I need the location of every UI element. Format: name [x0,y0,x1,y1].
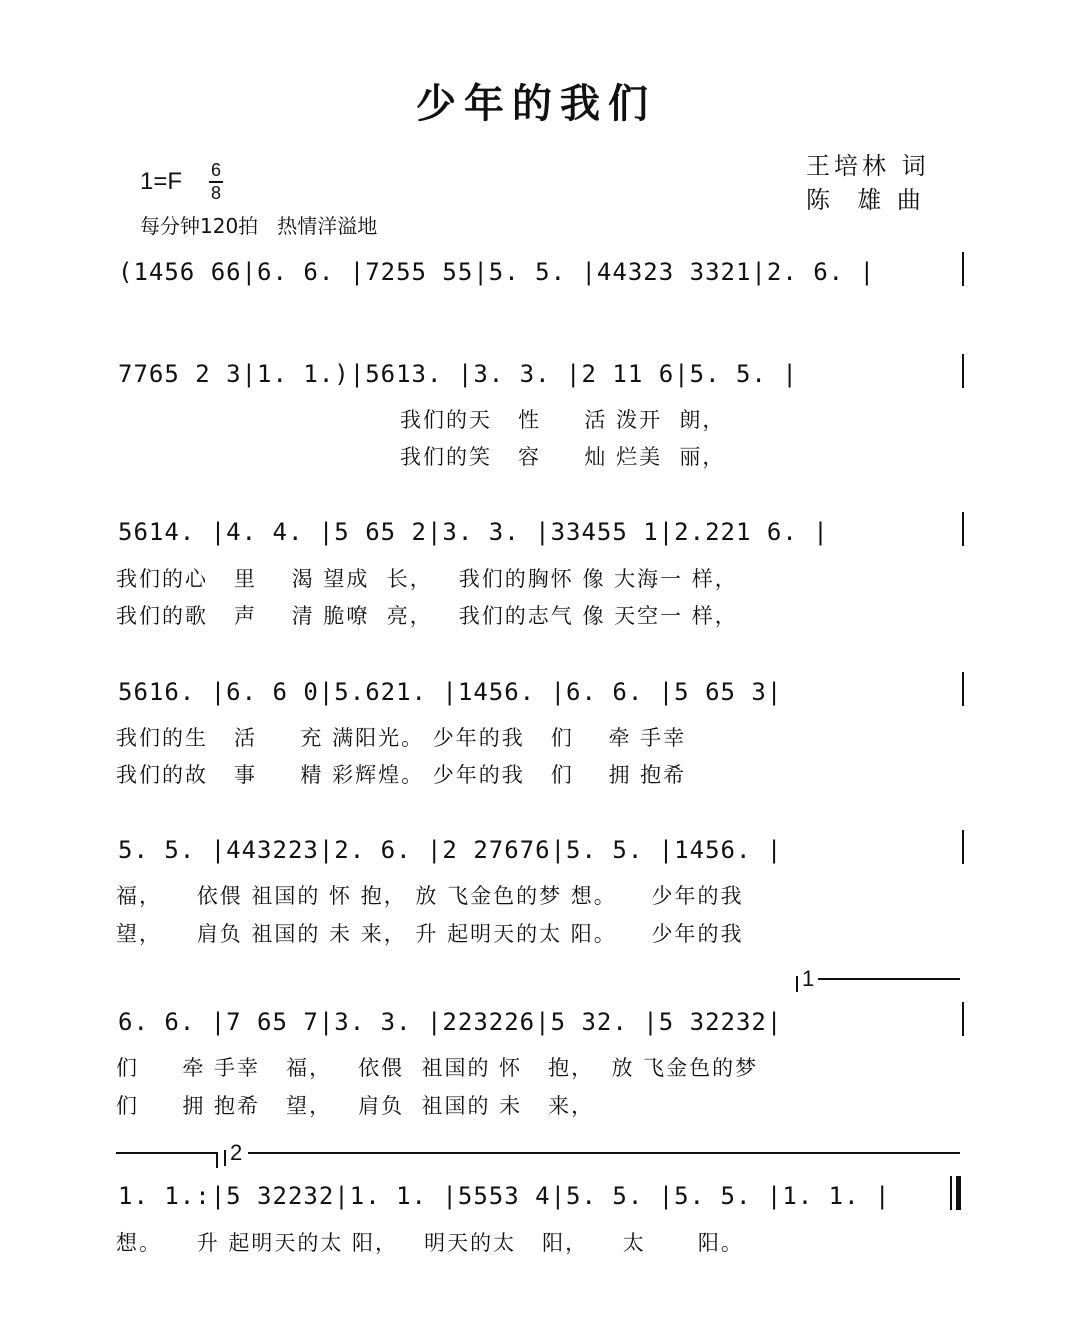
composer-credit: 陈 雄 曲 [806,186,925,214]
system-6-lyrics-verse-2: 们 拥 抱希 望， 肩负 祖国的 未 来， [116,1094,595,1118]
lyricist-credit: 王培林 词 [806,152,930,180]
system-2-end-bar [962,354,964,388]
volta-1-number: 1 [802,966,815,991]
system-3-notes: 5614. |4. 4. |5 65 2|3. 3. |33455 1|2.221 6. | [118,518,829,546]
system-4-lyrics-verse-2: 我们的故 事 精 彩辉煌。 少年的我 们 拥 抱希 [116,763,687,787]
system-2-notes: 7765 2 3|1. 1.)|5613. |3. 3. |2 11 6|5. 5. | [118,360,798,388]
system-6-end-bar [962,1002,964,1036]
system-5-lyrics-verse-2: 望， 肩负 祖国的 未 来， 升 起明天的太 阳。 少年的我 [116,922,744,946]
system-5-lyrics-verse-1: 福， 依偎 祖国的 怀 抱， 放 飞金色的梦 想。 少年的我 [116,884,744,908]
system-5-notes: 5. 5. |443223|2. 6. |2 27676|5. 5. |1456. | [118,836,783,864]
key-signature: 1=F [140,168,183,195]
system-6-notes: 6. 6. |7 65 7|3. 3. |223226|5 32. |5 32232| [118,1008,783,1036]
tempo-marking: 每分钟120拍 热情洋溢地 [140,214,378,238]
final-barline-thin [950,1176,952,1210]
system-7-notes: 1. 1.:|5 32232|1. 1. |5553 4|5. 5. |5. 5. |1. 1. | [118,1182,891,1210]
time-signature-bottom: 8 [210,183,221,203]
final-barline-thick [956,1176,961,1210]
volta-1-bracket-left [796,976,798,992]
system-5-end-bar [962,830,964,864]
system-4-end-bar [962,672,964,706]
volta-1-bracket-line [818,978,960,980]
volta-1-bracket-right [216,1152,218,1168]
system-7-lyrics: 想。 升 起明天的太 阳， 明天的太 阳， 太 阳。 [116,1231,744,1255]
system-4-lyrics-verse-1: 我们的生 活 充 满阳光。 少年的我 们 牵 手幸 [116,726,687,750]
song-title: 少年的我们 [416,80,656,127]
volta-2-bracket-left [224,1150,226,1166]
system-6-lyrics-verse-1: 们 牵 手幸 福， 依偎 祖国的 怀 抱， 放 飞金色的梦 [116,1056,759,1080]
time-signature-top: 6 [210,160,221,180]
system-4-notes: 5616. |6. 6 0|5.621. |1456. |6. 6. |5 65 3| [118,678,783,706]
volta-2-bracket-line [248,1152,960,1154]
system-3-end-bar [962,512,964,546]
system-3-lyrics-verse-2: 我们的歌 声 清 脆嘹 亮， 我们的志气 像 天空一 样， [116,604,738,628]
volta-2-number: 2 [230,1140,243,1165]
system-1-end-bar [962,252,964,286]
system-2-lyrics-verse-1: 我们的天 性 活 泼开 朗， [400,408,726,432]
system-1-notes: (1456 66|6. 6. |7255 55|5. 5. |44323 3321|2. 6. | [118,258,876,286]
system-2-lyrics-verse-2: 我们的笑 容 灿 烂美 丽， [400,445,726,469]
volta-1-continuation-line [116,1152,216,1154]
system-3-lyrics-verse-1: 我们的心 里 渴 望成 长， 我们的胸怀 像 大海一 样， [116,567,738,591]
